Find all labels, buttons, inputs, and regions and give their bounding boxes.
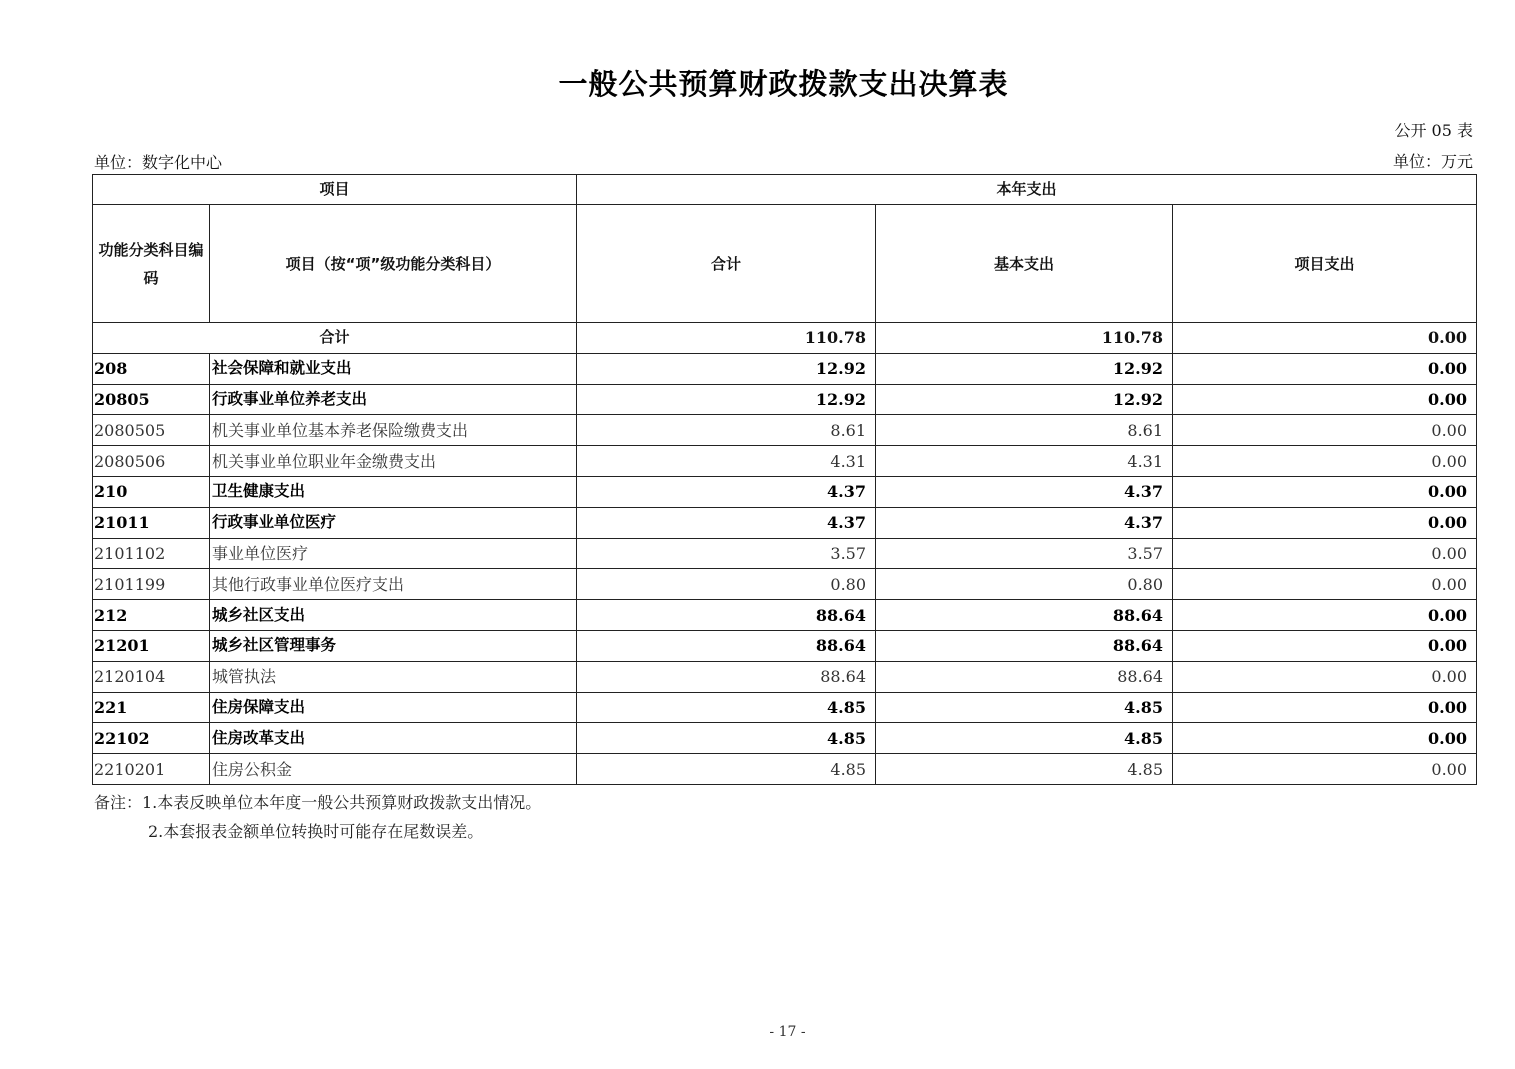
row-code: 2210201: [93, 754, 210, 785]
row-total: 4.37: [577, 476, 876, 507]
row-basic: 4.37: [876, 507, 1173, 538]
total-label: 合计: [93, 323, 577, 354]
row-code: 20805: [93, 384, 210, 415]
row-code: 21201: [93, 630, 210, 661]
row-code: 212: [93, 600, 210, 631]
row-total: 0.80: [577, 569, 876, 600]
row-project: 0.00: [1173, 538, 1477, 569]
total-total: 110.78: [577, 323, 876, 354]
expenditure-table: [92, 174, 1477, 785]
row-project: 0.00: [1173, 600, 1477, 631]
row-project: 0.00: [1173, 446, 1477, 477]
row-basic: 12.92: [876, 384, 1173, 415]
row-code: 210: [93, 476, 210, 507]
table-row: [93, 661, 1477, 692]
row-total: 8.61: [577, 415, 876, 446]
row-code: 2080506: [93, 446, 210, 477]
row-total: 4.37: [577, 507, 876, 538]
row-project: 0.00: [1173, 723, 1477, 754]
row-code: 2101102: [93, 538, 210, 569]
header-year-group: 本年支出: [577, 175, 1477, 205]
currency-unit: 单位：万元: [1392, 152, 1473, 171]
header-row-columns: [93, 205, 1477, 323]
row-name: 住房改革支出: [210, 723, 577, 754]
row-total: 4.31: [577, 446, 876, 477]
header-project-group: 项目: [93, 175, 577, 205]
total-basic: 110.78: [876, 323, 1173, 354]
total-row: [93, 323, 1477, 354]
row-name: 机关事业单位职业年金缴费支出: [210, 446, 577, 477]
header-code: 功能分类科目编码: [93, 205, 210, 323]
row-name: 城乡社区管理事务: [210, 630, 577, 661]
row-basic: 88.64: [876, 661, 1173, 692]
page-number: - 17 -: [769, 1024, 806, 1040]
row-basic: 4.31: [876, 446, 1173, 477]
row-name: 住房保障支出: [210, 692, 577, 723]
table-row: [93, 630, 1477, 661]
row-code: 2120104: [93, 661, 210, 692]
row-code: 22102: [93, 723, 210, 754]
row-name: 行政事业单位养老支出: [210, 384, 577, 415]
row-project: 0.00: [1173, 754, 1477, 785]
header-total: 合计: [577, 205, 876, 323]
row-code: 21011: [93, 507, 210, 538]
row-name: 城乡社区支出: [210, 600, 577, 631]
header-project: 项目支出: [1173, 205, 1477, 323]
table-row: [93, 538, 1477, 569]
row-total: 4.85: [577, 723, 876, 754]
row-name: 社会保障和就业支出: [210, 353, 577, 384]
row-code: 208: [93, 353, 210, 384]
row-project: 0.00: [1173, 630, 1477, 661]
row-basic: 3.57: [876, 538, 1173, 569]
row-project: 0.00: [1173, 692, 1477, 723]
header-row-group: [93, 175, 1477, 205]
table-row: [93, 353, 1477, 384]
table-row: [93, 754, 1477, 785]
row-name: 行政事业单位医疗: [210, 507, 577, 538]
row-project: 0.00: [1173, 569, 1477, 600]
row-project: 0.00: [1173, 384, 1477, 415]
table-row: [93, 600, 1477, 631]
row-code: 2101199: [93, 569, 210, 600]
row-project: 0.00: [1173, 476, 1477, 507]
row-basic: 4.37: [876, 476, 1173, 507]
header-name: 项目（按“项”级功能分类科目）: [210, 205, 577, 323]
table-row: [93, 446, 1477, 477]
table-row: [93, 569, 1477, 600]
total-project: 0.00: [1173, 323, 1477, 354]
row-basic: 88.64: [876, 630, 1173, 661]
row-code: 221: [93, 692, 210, 723]
row-project: 0.00: [1173, 415, 1477, 446]
row-name: 卫生健康支出: [210, 476, 577, 507]
row-name: 住房公积金: [210, 754, 577, 785]
row-project: 0.00: [1173, 353, 1477, 384]
header-basic: 基本支出: [876, 205, 1173, 323]
row-project: 0.00: [1173, 661, 1477, 692]
row-total: 88.64: [577, 630, 876, 661]
row-basic: 8.61: [876, 415, 1173, 446]
page-title: 一般公共预算财政拨款支出决算表: [558, 67, 1009, 101]
row-basic: 4.85: [876, 692, 1173, 723]
row-total: 88.64: [577, 661, 876, 692]
row-total: 12.92: [577, 384, 876, 415]
row-name: 事业单位医疗: [210, 538, 577, 569]
row-name: 机关事业单位基本养老保险缴费支出: [210, 415, 577, 446]
table-number: 公开 05 表: [1394, 121, 1473, 140]
table-row: [93, 415, 1477, 446]
row-name: 城管执法: [210, 661, 577, 692]
row-total: 12.92: [577, 353, 876, 384]
table-row: [93, 692, 1477, 723]
row-total: 4.85: [577, 754, 876, 785]
reporting-unit: 单位：数字化中心: [94, 153, 223, 172]
row-name: 其他行政事业单位医疗支出: [210, 569, 577, 600]
row-total: 88.64: [577, 600, 876, 631]
row-project: 0.00: [1173, 507, 1477, 538]
table-row: [93, 723, 1477, 754]
row-basic: 0.80: [876, 569, 1173, 600]
row-code: 2080505: [93, 415, 210, 446]
row-total: 3.57: [577, 538, 876, 569]
row-basic: 88.64: [876, 600, 1173, 631]
row-basic: 4.85: [876, 723, 1173, 754]
row-basic: 4.85: [876, 754, 1173, 785]
table-row: [93, 384, 1477, 415]
row-total: 4.85: [577, 692, 876, 723]
note-2: 2.本套报表金额单位转换时可能存在尾数误差。: [148, 822, 484, 841]
table-row: [93, 476, 1477, 507]
note-1: 备注：1.本表反映单位本年度一般公共预算财政拨款支出情况。: [94, 793, 542, 812]
row-basic: 12.92: [876, 353, 1173, 384]
table-row: [93, 507, 1477, 538]
